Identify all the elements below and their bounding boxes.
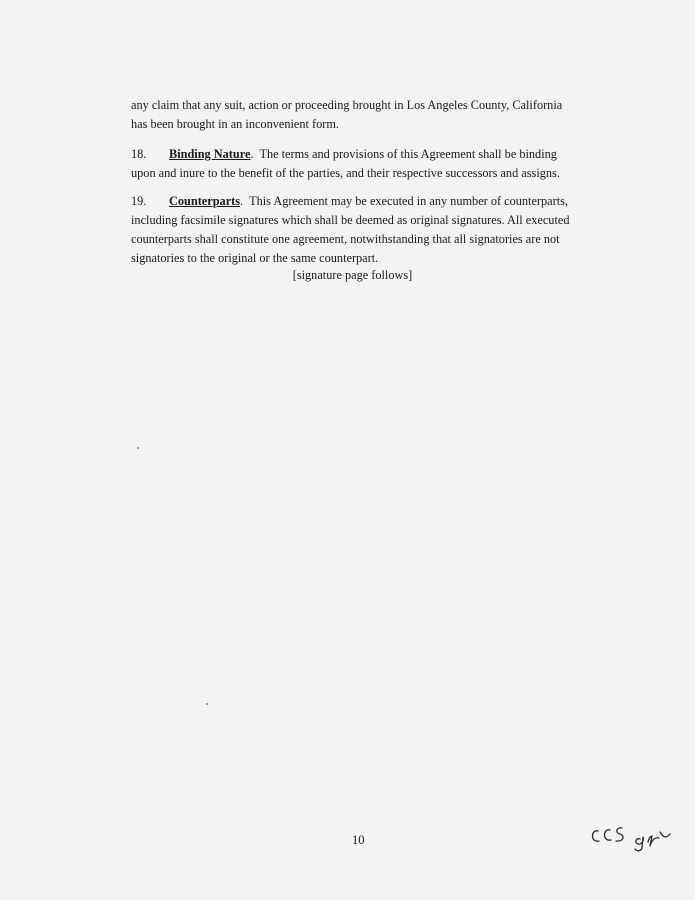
- text-line: including facsimile signatures which shall be deemed as original signatures. All executed: [131, 213, 570, 227]
- signature-page-note: [signature page follows]: [292, 268, 413, 282]
- text-line: upon and inure to the benefit of the parties, and their respective successors and assigns.: [131, 166, 560, 180]
- section-number: 19.: [131, 194, 147, 208]
- heading-punctuation: .: [250, 147, 254, 161]
- section-heading: Counterparts: [169, 194, 241, 208]
- page-number: 10: [352, 833, 365, 847]
- handwritten-initials: [588, 815, 683, 855]
- text-line: any claim that any suit, action or proceeding brought in Los Angeles County, California: [131, 98, 563, 112]
- text-line: has been brought in an inconvenient form.: [131, 117, 339, 131]
- section-18-binding-nature: [131, 145, 621, 183]
- text-line: [131, 145, 621, 164]
- text-line: counterparts shall constitute one agreement, notwithstanding that all signatories are not: [131, 232, 560, 246]
- scan-speck: [206, 703, 208, 705]
- scan-speck: [137, 447, 139, 449]
- text-fragment: This Agreement may be executed in any number of counterparts,: [249, 194, 568, 208]
- heading-punctuation: .: [240, 194, 244, 208]
- text-fragment: The terms and provisions of this Agreement shall be binding: [259, 147, 557, 161]
- section-19-counterparts: [131, 192, 621, 268]
- continuation-paragraph: [131, 96, 621, 134]
- section-heading: Binding Nature: [169, 147, 251, 161]
- text-line: signatories to the original or the same counterpart.: [131, 251, 379, 265]
- section-number: 18.: [131, 147, 147, 161]
- text-line: [131, 192, 621, 211]
